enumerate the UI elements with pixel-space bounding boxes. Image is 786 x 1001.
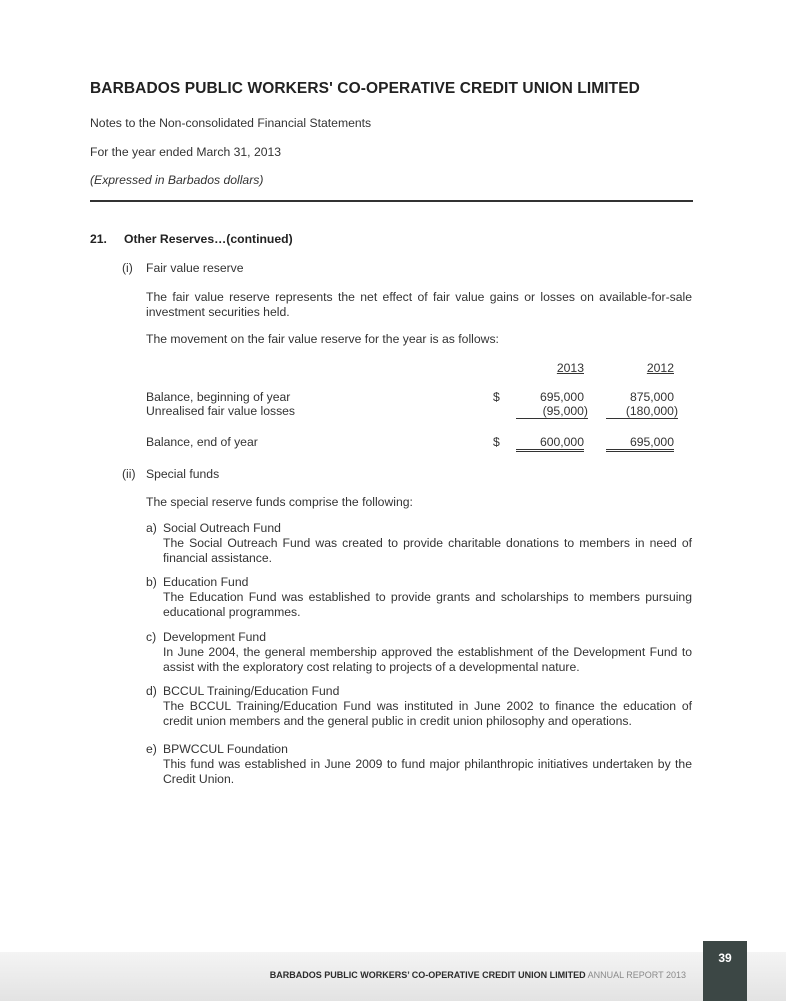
fund-description: This fund was established in June 2009 to fund major philanthropic initiatives undertaken by the Credit Union. [163, 757, 692, 786]
reporting-period: For the year ended March 31, 2013 [90, 145, 282, 159]
page-number-box [703, 941, 747, 1001]
value-2013: 695,000 [539, 390, 584, 404]
fund-letter: c) [146, 630, 157, 644]
fund-letter: e) [146, 742, 157, 756]
section-number: 21. [90, 232, 107, 246]
statements-subtitle: Notes to the Non-consolidated Financial Statements [90, 116, 372, 130]
value-2013: (95,000) [516, 404, 588, 419]
page-number: 39 [718, 951, 732, 965]
table-row-total [146, 435, 692, 450]
value-2012: 695,000 [606, 435, 674, 452]
fund-letter: b) [146, 575, 157, 589]
fund-title: BCCUL Training/Education Fund [163, 684, 340, 698]
table-row [146, 390, 692, 405]
currency-symbol: $ [493, 390, 500, 404]
currency-note: (Expressed in Barbados dollars) [90, 173, 264, 187]
fund-description: The Education Fund was established to provide grants and scholarships to members pursuing educational programmes. [163, 590, 692, 619]
table-row [146, 404, 692, 419]
value-2012: (180,000) [606, 404, 678, 419]
fund-letter: a) [146, 521, 157, 535]
movement-intro: The movement on the fair value reserve for the year is as follows: [146, 332, 499, 346]
value-2013: 600,000 [516, 435, 584, 452]
special-funds-title: Special funds [146, 467, 220, 481]
section-title: Other Reserves…(continued) [124, 232, 293, 246]
column-header-2012: 2012 [646, 361, 674, 375]
section-heading [90, 232, 293, 246]
org-title: BARBADOS PUBLIC WORKERS' CO-OPERATIVE CREDIT UNION LIMITED [90, 80, 640, 97]
row-label: Unrealised fair value losses [146, 404, 296, 418]
fund-title: Development Fund [163, 630, 266, 644]
footer-text [270, 970, 686, 980]
row-label: Balance, end of year [146, 435, 258, 449]
column-header-2013: 2013 [556, 361, 584, 375]
footer-report-label: ANNUAL REPORT 2013 [587, 970, 686, 980]
table-header-row [146, 361, 692, 376]
fund-title: BPWCCUL Foundation [163, 742, 288, 756]
currency-symbol: $ [493, 435, 500, 449]
fair-value-heading [122, 261, 244, 275]
special-funds-numeral: (ii) [122, 467, 136, 481]
fund-description: In June 2004, the general membership approved the establishment of the Development Fund to assist with the exploratory cost relating to projects of a developmental nature. [163, 645, 692, 674]
fair-value-title: Fair value reserve [146, 261, 244, 275]
fund-description: The Social Outreach Fund was created to provide charitable donations to members in need of financial assistance. [163, 536, 692, 565]
fund-title: Education Fund [163, 575, 249, 589]
fair-value-description: The fair value reserve represents the net effect of fair value gains or losses on available-for-sale investment securities held. [146, 290, 692, 319]
fund-description: The BCCUL Training/Education Fund was instituted in June 2002 to finance the education of credit union members and the general public in credit union philosophy and operations. [163, 699, 692, 728]
special-funds-heading [122, 467, 219, 481]
row-label: Balance, beginning of year [146, 390, 291, 404]
special-funds-intro: The special reserve funds comprise the following: [146, 495, 413, 509]
header-divider [90, 200, 693, 202]
fund-letter: d) [146, 684, 157, 698]
fund-title: Social Outreach Fund [163, 521, 281, 535]
value-2012: 875,000 [629, 390, 674, 404]
footer-org-name: BARBADOS PUBLIC WORKERS’ CO-OPERATIVE CREDIT UNION LIMITED [269, 970, 586, 980]
fair-value-numeral: (i) [122, 261, 133, 275]
